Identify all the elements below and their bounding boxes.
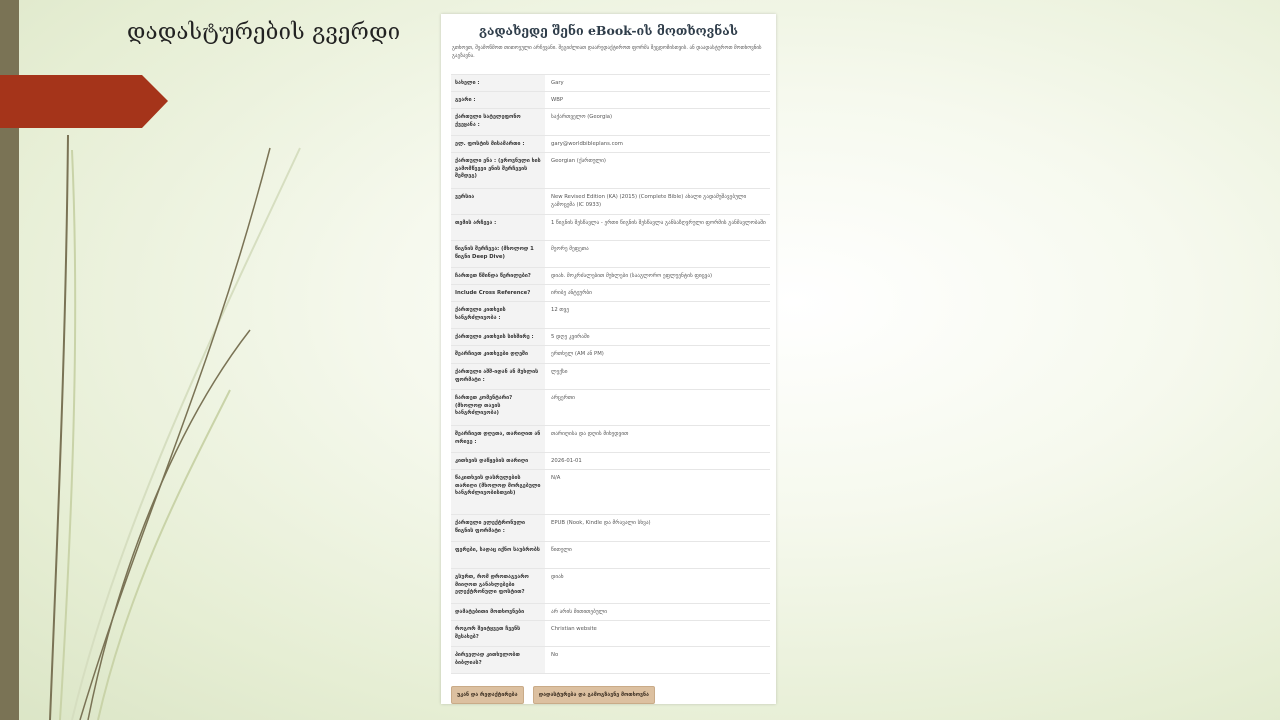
row-label: ფერები, სადაც იქნო საუბრობს <box>451 542 545 569</box>
table-row <box>451 302 770 329</box>
row-label: ელ. ფოსტის მისამართი : <box>451 136 545 153</box>
form-title: გადახედე შენი eBook-ის მოთხოვნას <box>479 23 738 38</box>
row-label: ქართული ელექტრონული წიგნის ფორმატი : <box>451 515 545 542</box>
table-row <box>451 515 770 542</box>
row-value: 2026-01-01 <box>545 453 770 470</box>
table-row <box>451 346 770 364</box>
row-label: როგორ შეიტყვეთ ჩვენს შესახებ? <box>451 621 545 647</box>
row-label: წაკითხვის დასრულების თარიღი (მხოლოდ მორგებული ხანგრძლივობისთვის) <box>451 470 545 515</box>
row-value: 5 დღე კვირაში <box>545 329 770 346</box>
table-row <box>451 215 770 241</box>
row-label: ვერსია <box>451 189 545 215</box>
table-row <box>451 364 770 390</box>
row-label: ჩართეთ წმინდა წერილები? <box>451 268 545 285</box>
table-row <box>451 426 770 453</box>
row-label: ქართული კითხვის ხანგრძლივობა : <box>451 302 545 329</box>
form-subtitle: გთხოვთ, შეამოწმოთ თითოეული არჩევანი. შეგიძლიათ დაარედაქტიროთ ფორმა შეცდომისთვის. ან დაადასტუროთ მოთხოვნის გაგზავნა. <box>452 45 762 59</box>
table-row <box>451 621 770 647</box>
row-value: მეორე მეფეთა <box>545 241 770 268</box>
table-row <box>451 542 770 569</box>
confirmation-form-panel <box>441 14 776 704</box>
table-row <box>451 285 770 302</box>
row-value: 1 წიგნის შესწავლა - ერთი წიგნის შესწავლა განსაზღვრული ფორმის განმავლობაში <box>545 215 770 241</box>
table-row <box>451 453 770 470</box>
row-value: დიახ <box>545 569 770 604</box>
table-row <box>451 604 770 621</box>
row-value: New Revised Edition (KA) (2015) (Complete Bible) ახალი გადამუშავებული გამოცემა (IC 0933) <box>545 189 770 215</box>
row-label: შეარჩიეთ კითხვები დღეში <box>451 346 545 364</box>
row-label: თემის არჩევა : <box>451 215 545 241</box>
row-value: დიახ. მოკრძალებით მუხლები (სააგლორო ეფლუენტის ფიცვა) <box>545 268 770 285</box>
row-value: Christian website <box>545 621 770 647</box>
row-label: წიგნის შერჩევა: (მხოლოდ 1 წიგნი Deep Dive) <box>451 241 545 268</box>
row-value: საქართველო (Georgia) <box>545 109 770 136</box>
table-row <box>451 569 770 604</box>
row-label: პირველად კითხულობთ ბიბლიას? <box>451 647 545 674</box>
back-edit-button[interactable]: უკან და რედაქტირება <box>451 686 524 704</box>
table-row <box>451 92 770 109</box>
row-label: ქართული ენა : (ეროვნული ხის გამომწვევი ენის შერჩევის შემდეგ) <box>451 153 545 189</box>
row-label: გსურთ, რომ დროთაგვარო მიიღოთ განახლებები ელექტრონული ფოსტით? <box>451 569 545 604</box>
table-row <box>451 268 770 285</box>
row-value: არ არის მითითებული <box>545 604 770 621</box>
table-row <box>451 109 770 136</box>
row-label: ქართული აშშ-იდან ან მუხლის ფორმატი : <box>451 364 545 390</box>
table-row <box>451 189 770 215</box>
row-value: Georgian (ქართული) <box>545 153 770 189</box>
table-row <box>451 153 770 189</box>
row-value: WBP <box>545 92 770 109</box>
table-row <box>451 136 770 153</box>
row-label: დამატებითი მოთხოვნები <box>451 604 545 621</box>
row-label: Include Cross Reference? <box>451 285 545 302</box>
row-value: N/A <box>545 470 770 515</box>
row-value: EPUB (Nook, Kindle და მრავალი სხვა) <box>545 515 770 542</box>
table-row <box>451 329 770 346</box>
row-label: გვარი : <box>451 92 545 109</box>
table-row <box>451 390 770 426</box>
row-label: ქართული კითხვის სიხშირე : <box>451 329 545 346</box>
table-row <box>451 470 770 515</box>
row-label: სახელი : <box>451 75 545 92</box>
table-row <box>451 647 770 674</box>
slide-title: დადასტურების გვერდი <box>127 20 401 45</box>
confirm-submit-button[interactable]: დადასტურება და გამოგზავნე მოთხოვნა <box>533 686 655 704</box>
row-label: კითხვის დაწყების თარიღი <box>451 453 545 470</box>
row-value: ერთხელ (AM ან PM) <box>545 346 770 364</box>
row-value: gary@worldbibleplans.com <box>545 136 770 153</box>
review-table <box>451 74 770 674</box>
row-value: არცერთი <box>545 390 770 426</box>
row-value: წითელი <box>545 542 770 569</box>
row-label: ჩართეთ კომენტარი? (მხოლოდ თავის ხანგრძლივობა) <box>451 390 545 426</box>
title-arrow-shape <box>0 75 168 128</box>
row-value: ირიბე ანტეურბი <box>545 285 770 302</box>
table-row <box>451 75 770 92</box>
row-label: ქართული სატელეფონო ქვეყანა : <box>451 109 545 136</box>
form-button-row <box>451 681 659 704</box>
row-value: თარიღისა და დღის მიხედვით <box>545 426 770 453</box>
row-value: 12 თვე <box>545 302 770 329</box>
row-value: No <box>545 647 770 674</box>
table-row <box>451 241 770 268</box>
row-value: ლექსი <box>545 364 770 390</box>
row-label: შეარჩიეთ დღეთა, თარიღით ან ორივე : <box>451 426 545 453</box>
row-value: Gary <box>545 75 770 92</box>
